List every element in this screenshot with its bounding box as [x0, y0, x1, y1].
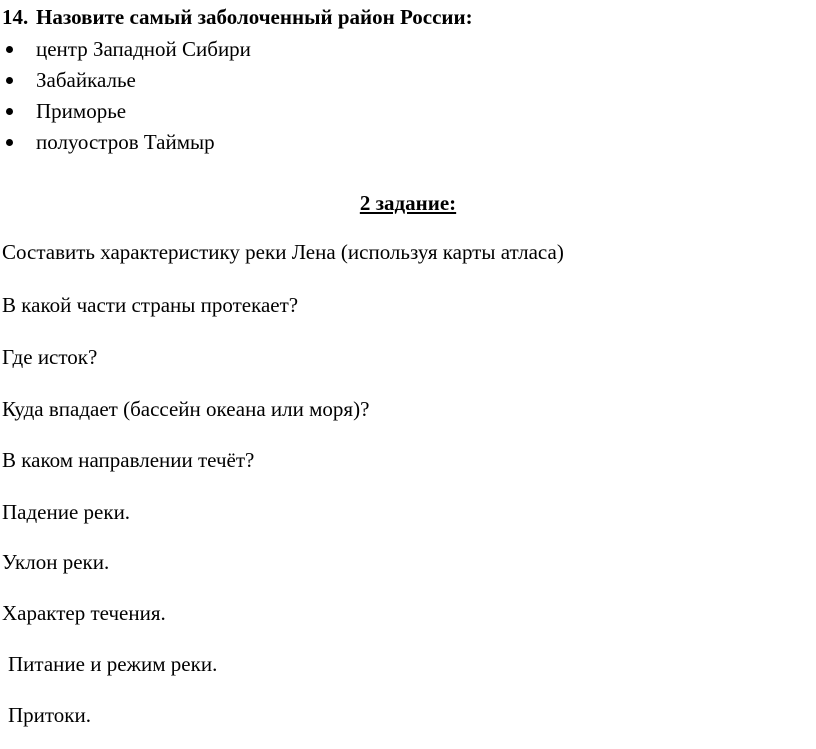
- task-line: Где исток?: [2, 345, 98, 369]
- answer-option-text: центр Западной Сибири: [36, 37, 251, 61]
- bullet-icon: [6, 77, 13, 84]
- question-text: Назовите самый заболоченный район России:: [36, 5, 473, 29]
- answer-option: [0, 67, 251, 98]
- task-line: Характер течения.: [2, 601, 166, 625]
- task-line: Уклон реки.: [2, 550, 110, 574]
- task-line: В какой части страны протекает?: [2, 293, 299, 317]
- task-line: В каком направлении течёт?: [2, 448, 255, 472]
- bullet-icon: [6, 139, 13, 146]
- task-heading-text: 2 задание:: [359, 191, 457, 215]
- question-title: [2, 4, 473, 30]
- question-number: 14.: [2, 5, 29, 29]
- answer-options-list: [0, 36, 251, 160]
- task-line: Составить характеристику реки Лена (используя карты атласа): [2, 240, 564, 264]
- answer-option: [0, 129, 251, 160]
- answer-option: [0, 98, 251, 129]
- bullet-icon: [6, 46, 13, 53]
- answer-option: [0, 36, 251, 67]
- answer-option-text: Приморье: [36, 99, 127, 123]
- task-line: Притоки.: [8, 703, 91, 727]
- bullet-icon: [6, 108, 13, 115]
- task-line: Питание и режим реки.: [8, 652, 218, 676]
- answer-option-text: Забайкалье: [36, 68, 136, 92]
- task-heading: [0, 190, 816, 216]
- task-line: Куда впадает (бассейн океана или моря)?: [2, 397, 370, 421]
- task-line: Падение реки.: [2, 500, 131, 524]
- answer-option-text: полуостров Таймыр: [36, 130, 215, 154]
